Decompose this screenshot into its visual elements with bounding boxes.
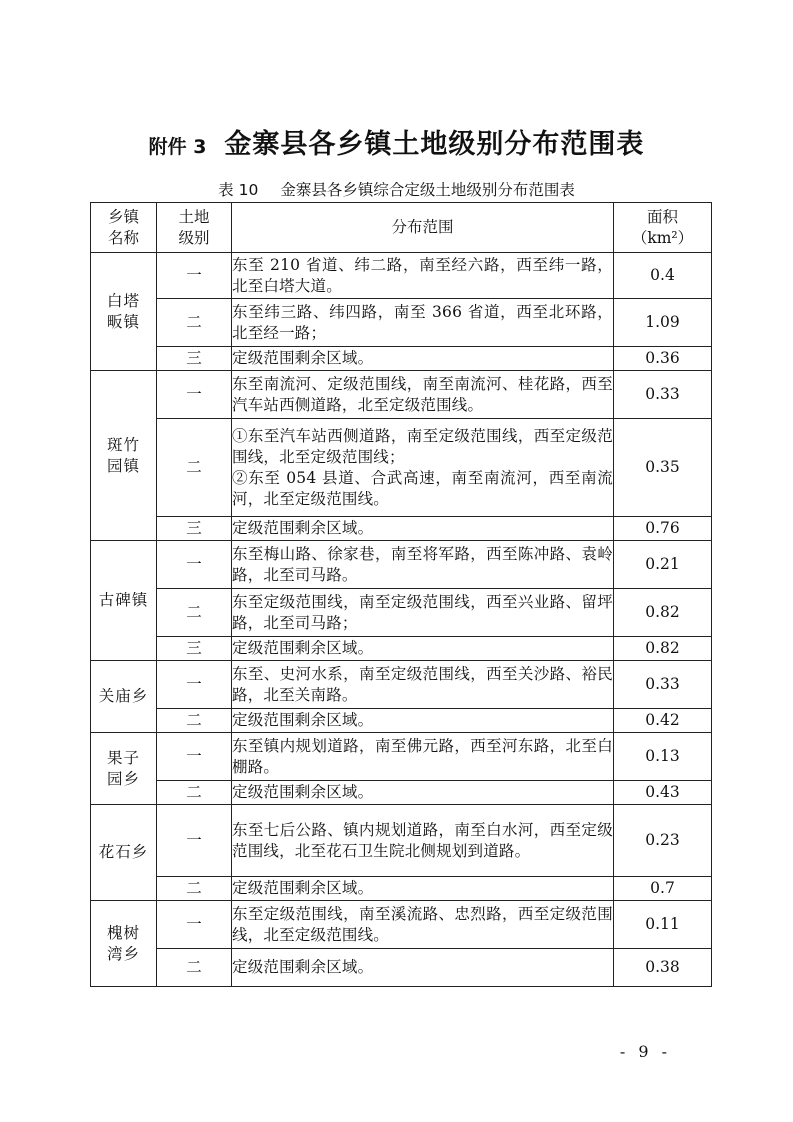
table-row	[91, 661, 712, 709]
header-town: 乡镇 名称	[91, 203, 157, 253]
area-cell: 0.11	[614, 901, 712, 949]
area-cell: 1.09	[614, 299, 712, 347]
attachment-label: 附件 3	[148, 136, 207, 158]
range-cell: 定级范围剩余区域。	[232, 709, 614, 733]
area-cell: 0.13	[614, 733, 712, 781]
area-cell: 0.43	[614, 781, 712, 805]
level-cell: 二	[157, 299, 232, 347]
range-cell: 定级范围剩余区域。	[232, 949, 614, 987]
town-name: 果子 园乡	[91, 733, 157, 805]
area-cell: 0.38	[614, 949, 712, 987]
table-row	[91, 253, 712, 299]
range-cell: 定级范围剩余区域。	[232, 637, 614, 661]
table-row	[91, 805, 712, 877]
level-cell: 一	[157, 661, 232, 709]
level-cell: 二	[157, 781, 232, 805]
header-range: 分布范围	[232, 203, 614, 253]
level-cell: 二	[157, 877, 232, 901]
area-cell: 0.82	[614, 589, 712, 637]
level-cell: 三	[157, 517, 232, 541]
area-cell: 0.4	[614, 253, 712, 299]
header-area: 面积 （km²）	[614, 203, 712, 253]
table-row	[91, 949, 712, 987]
area-cell: 0.23	[614, 805, 712, 877]
range-cell: 定级范围剩余区域。	[232, 517, 614, 541]
document-title: 金寨县各乡镇土地级别分布范围表	[224, 129, 645, 160]
range-cell: 东至、史河水系，南至定级范围线，西至关沙路、裕民路，北至关南路。	[232, 661, 614, 709]
range-cell: 定级范围剩余区域。	[232, 877, 614, 901]
level-cell: 一	[157, 541, 232, 589]
header-level: 土地 级别	[157, 203, 232, 253]
area-cell: 0.33	[614, 371, 712, 419]
town-name: 古碑镇	[91, 541, 157, 661]
table-row	[91, 517, 712, 541]
table-row	[91, 733, 712, 781]
range-cell: 东至 210 省道、纬二路，南至经六路，西至纬一路，北至白塔大道。	[232, 253, 614, 299]
area-cell: 0.33	[614, 661, 712, 709]
town-name: 斑竹 园镇	[91, 371, 157, 541]
range-cell: 东至镇内规划道路，南至佛元路，西至河东路，北至白棚路。	[232, 733, 614, 781]
level-cell: 三	[157, 347, 232, 371]
town-name: 槐树 湾乡	[91, 901, 157, 987]
level-cell: 一	[157, 733, 232, 781]
range-cell: 东至梅山路、徐家巷，南至将军路，西至陈冲路、袁岭路，北至司马路。	[232, 541, 614, 589]
level-cell: 一	[157, 901, 232, 949]
table-row	[91, 637, 712, 661]
area-cell: 0.76	[614, 517, 712, 541]
level-cell: 二	[157, 589, 232, 637]
range-cell: ①东至汽车站西侧道路，南至定级范围线，西至定级范围线，北至定级范围线； ②东至 054 县道、合武高速，南至南流河，西至南流河，北至定级范围线。	[232, 419, 614, 517]
range-cell: 东至定级范围线，南至定级范围线，西至兴业路、留坪路，北至司马路；	[232, 589, 614, 637]
level-cell: 二	[157, 949, 232, 987]
table-row	[91, 877, 712, 901]
table-row	[91, 371, 712, 419]
range-cell: 东至定级范围线，南至溪流路、忠烈路，西至定级范围线，北至定级范围线。	[232, 901, 614, 949]
table-caption	[0, 178, 793, 200]
table-row	[91, 781, 712, 805]
range-cell: 定级范围剩余区域。	[232, 781, 614, 805]
table-row	[91, 901, 712, 949]
table-row	[91, 541, 712, 589]
area-cell: 0.21	[614, 541, 712, 589]
page-number: - 9 -	[619, 1042, 671, 1061]
level-cell: 一	[157, 805, 232, 877]
table-row	[91, 347, 712, 371]
level-cell: 一	[157, 253, 232, 299]
town-name: 白塔 畈镇	[91, 253, 157, 371]
range-cell: 定级范围剩余区域。	[232, 347, 614, 371]
range-cell: 东至纬三路、纬四路，南至 366 省道，西至北环路，北至经一路；	[232, 299, 614, 347]
town-name: 关庙乡	[91, 661, 157, 733]
range-cell: 东至七后公路、镇内规划道路，南至白水河，西至定级范围线，北至花石卫生院北侧规划到道路。	[232, 805, 614, 877]
table-row	[91, 709, 712, 733]
level-cell: 二	[157, 709, 232, 733]
table-number: 表 10	[218, 181, 259, 199]
level-cell: 三	[157, 637, 232, 661]
area-cell: 0.42	[614, 709, 712, 733]
area-cell: 0.82	[614, 637, 712, 661]
level-cell: 一	[157, 371, 232, 419]
table-row	[91, 589, 712, 637]
land-level-table	[90, 202, 712, 987]
table-row	[91, 299, 712, 347]
area-cell: 0.7	[614, 877, 712, 901]
range-cell: 东至南流河、定级范围线，南至南流河、桂花路，西至汽车站西侧道路，北至定级范围线。	[232, 371, 614, 419]
level-cell: 二	[157, 419, 232, 517]
table-row	[91, 419, 712, 517]
page-title	[0, 122, 793, 161]
table-header-row	[91, 203, 712, 253]
table-caption-text: 金寨县各乡镇综合定级土地级别分布范围表	[280, 181, 575, 199]
area-cell: 0.35	[614, 419, 712, 517]
area-cell: 0.36	[614, 347, 712, 371]
town-name: 花石乡	[91, 805, 157, 901]
